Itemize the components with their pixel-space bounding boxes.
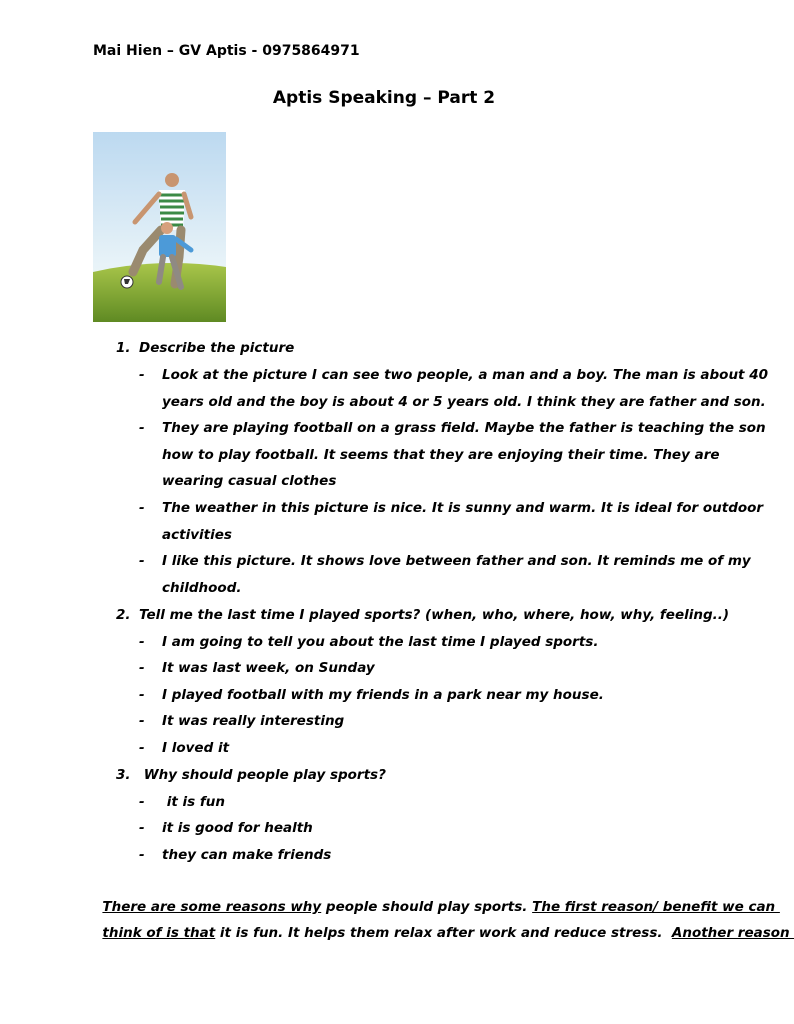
bullet-dash: - [139, 660, 145, 676]
paragraph-line-1: There are some reasons why people should play sports. The first reason/ benefit we can [102, 899, 780, 915]
bullet-dash: - [139, 847, 145, 863]
paragraph-line-2: think of is that it is fun. It helps them relax after work and reduce stress. Another reason [102, 925, 794, 941]
question-number: 2. [116, 607, 131, 623]
bullet-dash: - [139, 687, 145, 703]
question-text: Why should people play sports? [139, 767, 386, 783]
document-header: Mai Hien – GV Aptis - 0975864971 [93, 43, 360, 59]
page-title: Aptis Speaking – Part 2 [272, 88, 496, 108]
bullet-dash: - [139, 794, 145, 810]
question-text: Describe the picture [139, 340, 295, 356]
bullet-dash: - [139, 367, 145, 383]
bullet-dash: - [139, 420, 145, 436]
bullet-dash: - [139, 553, 145, 569]
question-number: 1. [116, 340, 131, 356]
question-text: Tell me the last time I played sports? (when, who, where, how, why, feeling..) [139, 607, 730, 623]
question-number: 3. [116, 767, 131, 783]
bullet-dash: - [139, 634, 145, 650]
bullet-dash: - [139, 820, 145, 836]
father-son-football-photo [93, 132, 226, 322]
bullet-dash: - [139, 713, 145, 729]
bullet-dash: - [139, 740, 145, 756]
bullet-dash: - [139, 500, 145, 516]
